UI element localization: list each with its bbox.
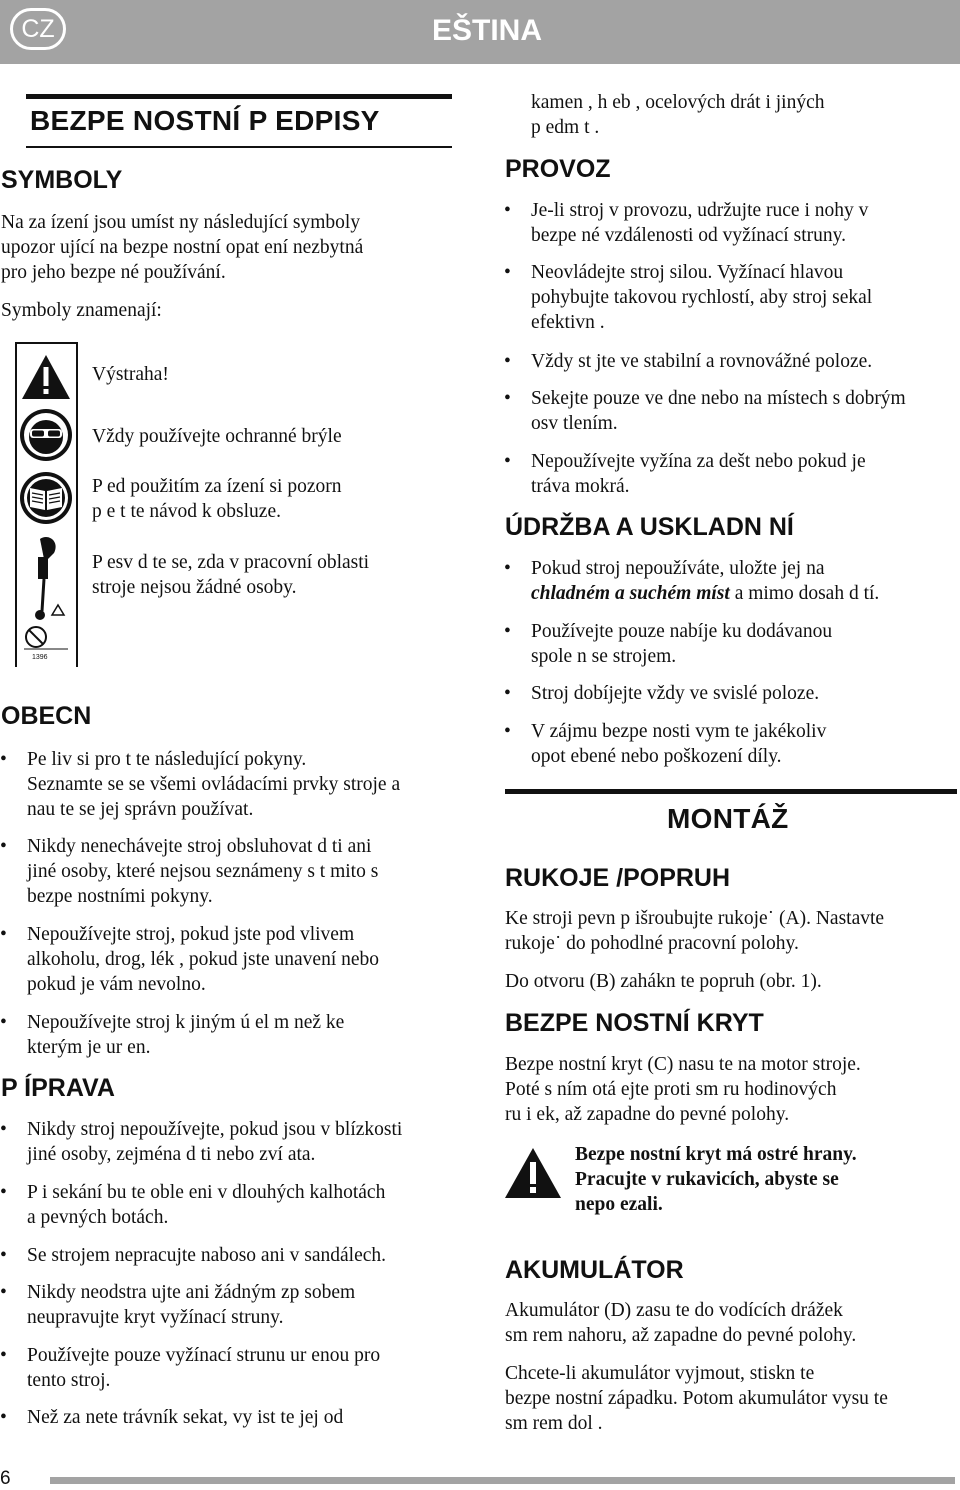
text-line: pokud je vám nevolno. (27, 974, 206, 995)
text-line: p e t te návod k obsluze. (92, 501, 281, 522)
text-line: Pracujte v rukavicích, abyste se (575, 1169, 839, 1190)
text-line: jiné osoby, které nejsou seznámeny s t mito s (27, 861, 379, 882)
text-line: • Je-li stroj v provozu, udržujte ruce i nohy v (531, 200, 869, 221)
list-item (531, 619, 956, 669)
akumulator-paragraph (505, 1298, 957, 1348)
text-line: alkoholu, drog, lék , pokud jste unavení nebo (27, 949, 380, 970)
section-heading-priprava: P ÍPRAVA (1, 1074, 115, 1102)
symbol-label-warning (92, 362, 169, 387)
list-item (531, 349, 956, 374)
text-line: • Neovládejte stroj silou. Vyžínací hlavou (531, 262, 844, 283)
section-heading-montaz: MONTÁŽ (667, 803, 789, 834)
list-item (27, 834, 457, 909)
symbol-label-manual (92, 474, 341, 524)
text-line: spole n se strojem. (531, 646, 677, 667)
section-heading-kryt: BEZPE NOSTNÍ KRYT (505, 1009, 764, 1037)
list-item (27, 1405, 457, 1430)
text-line: sm rem dol . (505, 1413, 603, 1434)
kryt-paragraph (505, 1052, 957, 1127)
text-line: • Nikdy neodstra ujte ani žádným zp sobem (27, 1282, 356, 1303)
text-span: a mimo dosah d tí. (729, 583, 880, 604)
text-line: p edm t . (531, 117, 600, 138)
rukojet-paragraph-2 (505, 969, 957, 994)
text-line: P esv d te se, zda v pracovní oblasti (92, 552, 370, 573)
text-line: nau te se jej správn používat. (27, 799, 254, 820)
section-heading-obecne: OBECN (1, 702, 92, 730)
section-heading-rukojet: RUKOJE /POPRUH (505, 864, 731, 892)
list-item (531, 260, 956, 335)
text-line (531, 581, 956, 606)
symbol-label-bystanders (92, 550, 369, 600)
text-line: • Nepoužívejte vyžína za dešt nebo pokud je (531, 451, 866, 472)
list-item (27, 1243, 457, 1268)
warning-triangle-icon (503, 1146, 563, 1200)
text-line: • P i sekání bu te oble eni v dlouhých kalhotách (27, 1182, 386, 1203)
text-line: ru i ek, až zapadne do pevné polohy. (505, 1104, 790, 1125)
text-line: Ke stroji pevn p išroubujte rukoje˙ (A). Nastavte (505, 908, 885, 929)
text-line: tráva mokrá. (531, 476, 630, 497)
sticker-code: 1396 (32, 654, 48, 661)
page-title: BEZPE NOSTNÍ P EDPISY (30, 105, 380, 136)
warning-triangle-icon (20, 352, 72, 402)
section-heading-provoz: PROVOZ (505, 155, 611, 183)
text-line: rukoje˙ do pohodlné pracovní polohy. (505, 933, 799, 954)
text-line: Na za ízení jsou umíst ny následující symboly (1, 212, 361, 233)
section-heading-symboly: SYMBOLY (1, 166, 123, 194)
safety-glasses-icon (18, 407, 74, 463)
text-line: • Stroj dobíjejte vždy ve svislé poloze. (531, 683, 820, 704)
text-line: kamen , h eb , ocelových drát i jiných (531, 92, 825, 113)
list-item (531, 198, 956, 248)
title-rule-bottom (26, 146, 452, 148)
text-line: efektivn . (531, 312, 605, 333)
list-item (27, 1343, 457, 1393)
footer-bar (50, 1477, 955, 1484)
text-line: • Nikdy stroj nepoužívejte, pokud jsou v blízkosti (27, 1119, 403, 1140)
text-line: • Nepoužívejte stroj k jiným ú el m než ke (27, 1012, 345, 1033)
text-line: stroje nejsou žádné osoby. (92, 577, 297, 598)
text-line: opot ebené nebo poškození díly. (531, 746, 782, 767)
text-line: P ed použitím za ízení si pozorn (92, 476, 342, 497)
montaz-rule (505, 789, 957, 794)
rukojet-paragraph (505, 906, 957, 956)
symbol-label-glasses (92, 424, 342, 449)
text-line: upozor ující na bezpe nostní opat ení nezbytná (1, 237, 364, 258)
sharp-edges-warning (575, 1142, 935, 1217)
text-line: kterým je ur en. (27, 1037, 151, 1058)
text-line: • Pokud stroj nepoužíváte, uložte jej na (531, 558, 825, 579)
symboly-intro (1, 210, 456, 285)
text-line: Chcete-li akumulátor vyjmout, stiskn te (505, 1363, 815, 1384)
continuation-text (531, 90, 956, 140)
title-rule-top (26, 94, 452, 99)
text-line: sm rem nahoru, až zapadne do pevné polohy. (505, 1325, 857, 1346)
header-bar (0, 0, 960, 64)
section-heading-udrzba: ÚDRŽBA A USKLADN NÍ (505, 513, 794, 541)
text-line: Bezpe nostní kryt (C) nasu te na motor stroje. (505, 1054, 861, 1075)
bystander-warning-icon (18, 533, 74, 663)
akumulator-paragraph-2 (505, 1361, 957, 1436)
text-line: jiné osoby, zejména d ti nebo zví ata. (27, 1144, 316, 1165)
text-line: • Nikdy nenechávejte stroj obsluhovat d ti ani (27, 836, 372, 857)
text-line: pohybujte takovou rychlostí, aby stroj sekal (531, 287, 873, 308)
list-item (27, 1010, 457, 1060)
text-line: bezpe né vzdálenosti od vyžínací struny. (531, 225, 846, 246)
text-line: • Používejte pouze nabíje ku dodávanou (531, 621, 833, 642)
text-line: a pevných botách. (27, 1207, 169, 1228)
text-line: Poté s ním otá ejte proti sm ru hodinových (505, 1079, 837, 1100)
text-line: • V zájmu bezpe nosti vym te jakékoliv (531, 721, 827, 742)
text-line: • Pe liv si pro t te následující pokyny. (27, 749, 307, 770)
page-number: 6 (0, 1468, 11, 1489)
text-line: Výstraha! (92, 364, 169, 385)
text-line: • Sekejte pouze ve dne nebo na místech s dobrým (531, 388, 906, 409)
text-line: Seznamte se se všemi ovládacími prvky stroje a (27, 774, 401, 795)
text-line: nepo ezali. (575, 1194, 663, 1215)
symboly-meaning: Symboly znamenají: (1, 300, 162, 321)
emphasis: chladném a suchém míst (531, 583, 730, 604)
text-line: • Nepoužívejte stroj, pokud jste pod vlivem (27, 924, 355, 945)
text-line: tento stroj. (27, 1370, 111, 1391)
list-item (531, 556, 956, 606)
list-item (27, 747, 457, 822)
read-manual-icon (18, 470, 74, 526)
list-item (531, 449, 956, 499)
text-line: Do otvoru (B) zahákn te popruh (obr. 1). (505, 971, 822, 992)
text-line: • Než za nete trávník sekat, vy ist te jej od (27, 1407, 344, 1428)
list-item (27, 1117, 457, 1167)
text-line: osv tlením. (531, 413, 618, 434)
list-item (531, 386, 956, 436)
section-heading-akumulator: AKUMULÁTOR (505, 1256, 684, 1284)
text-line: bezpe nostními pokyny. (27, 886, 213, 907)
text-line: neupravujte kryt vyžínací struny. (27, 1307, 284, 1328)
text-line: Bezpe nostní kryt má ostré hrany. (575, 1144, 857, 1165)
list-item (531, 681, 956, 706)
list-item (531, 719, 956, 769)
list-item (27, 1180, 457, 1230)
text-line: • Vždy st jte ve stabilní a rovnovážné poloze. (531, 351, 873, 372)
text-line: • Se strojem nepracujte naboso ani v sandálech. (27, 1245, 387, 1266)
text-line: • Používejte pouze vyžínací strunu ur enou pro (27, 1345, 381, 1366)
text-line: bezpe nostní západku. Potom akumulátor vysu te (505, 1388, 888, 1409)
list-item (27, 922, 457, 997)
text-line: Vždy používejte ochranné brýle (92, 426, 342, 447)
text-line: Akumulátor (D) zasu te do vodících drážek (505, 1300, 843, 1321)
text-line: pro jeho bezpe né používání. (1, 262, 226, 283)
language-title: EŠTINA (432, 14, 543, 47)
list-item (27, 1280, 457, 1330)
language-badge: CZ (10, 8, 66, 50)
